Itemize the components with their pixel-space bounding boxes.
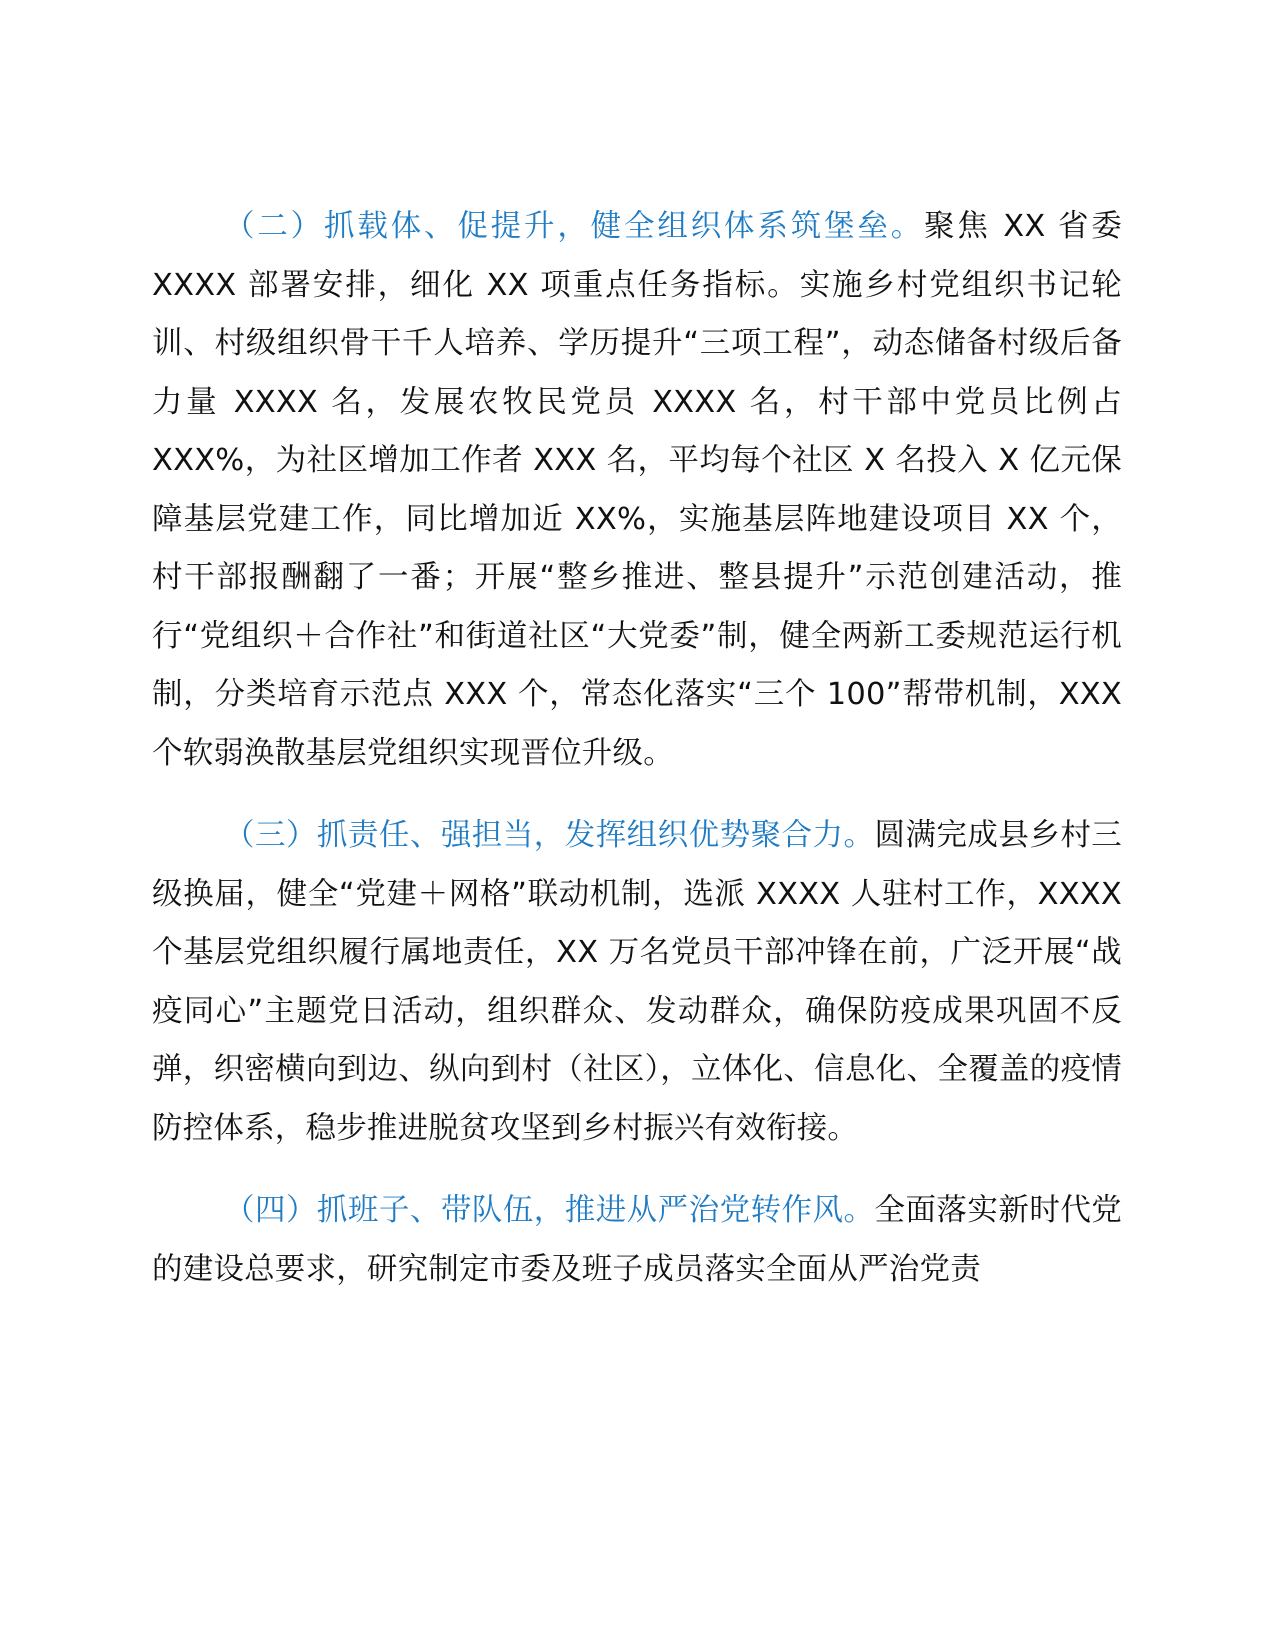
section-body-2: 聚焦 XX 省委 XXXX 部署安排，细化 XX 项重点任务指标。实施乡村党组织书记轮训、村级组织骨干千人培养、学历提升“三项工程”，动态储备村级后备力量 XXXX 名，发展农牧民党员 XXXX 名，村干部中党员比例占 XXX%，为社区增加工作者 XXX 名，平均每个社区 X 名投入 X 亿元保障基层党建工作，同比增加近 XX%，实施基层阵地建设项目 XX 个，村干部报酬翻了一番；开展“整乡推进、整县提升”示范创建活动，推行“党组织＋合作社”和街道社区“大党委”制，健全两新工委规范运行机制，分类培育示范点 XXX 个，常态化落实“三个 100”帮带机制，XXX 个软弱涣散基层党组织实现晋位升级。 bbox=[152, 209, 1123, 771]
section-body-3: 圆满完成县乡村三级换届，健全“党建＋网格”联动机制，选派 XXXX 人驻村工作，XXXX 个基层党组织履行属地责任，XX 万名党员干部冲锋在前，广泛开展“战疫同心”主题党日活动，组织群众、发动群众，确保防疫成果巩固不反弹，织密横向到边、纵向到村（社区），立体化、信息化、全覆盖的疫情防控体系，稳步推进脱贫攻坚到乡村振兴有效衔接。 bbox=[152, 818, 1122, 1146]
document-body bbox=[152, 198, 1122, 1323]
section-heading-3: （三）抓责任、强担当，发挥组织优势聚合力。 bbox=[224, 818, 875, 853]
section-heading-4: （四）抓班子、带队伍，推进从严治党转作风。 bbox=[224, 1193, 875, 1228]
paragraph-4 bbox=[152, 1182, 1122, 1299]
section-heading-2: （二）抓载体、促提升，健全组织体系筑堡垒。 bbox=[224, 209, 925, 244]
section-body-4: 全面落实新时代党的建设总要求，研究制定市委及班子成员落实全面从严治党责 bbox=[152, 1193, 1122, 1287]
paragraph-3 bbox=[152, 807, 1122, 1158]
paragraph-2 bbox=[152, 198, 1122, 783]
